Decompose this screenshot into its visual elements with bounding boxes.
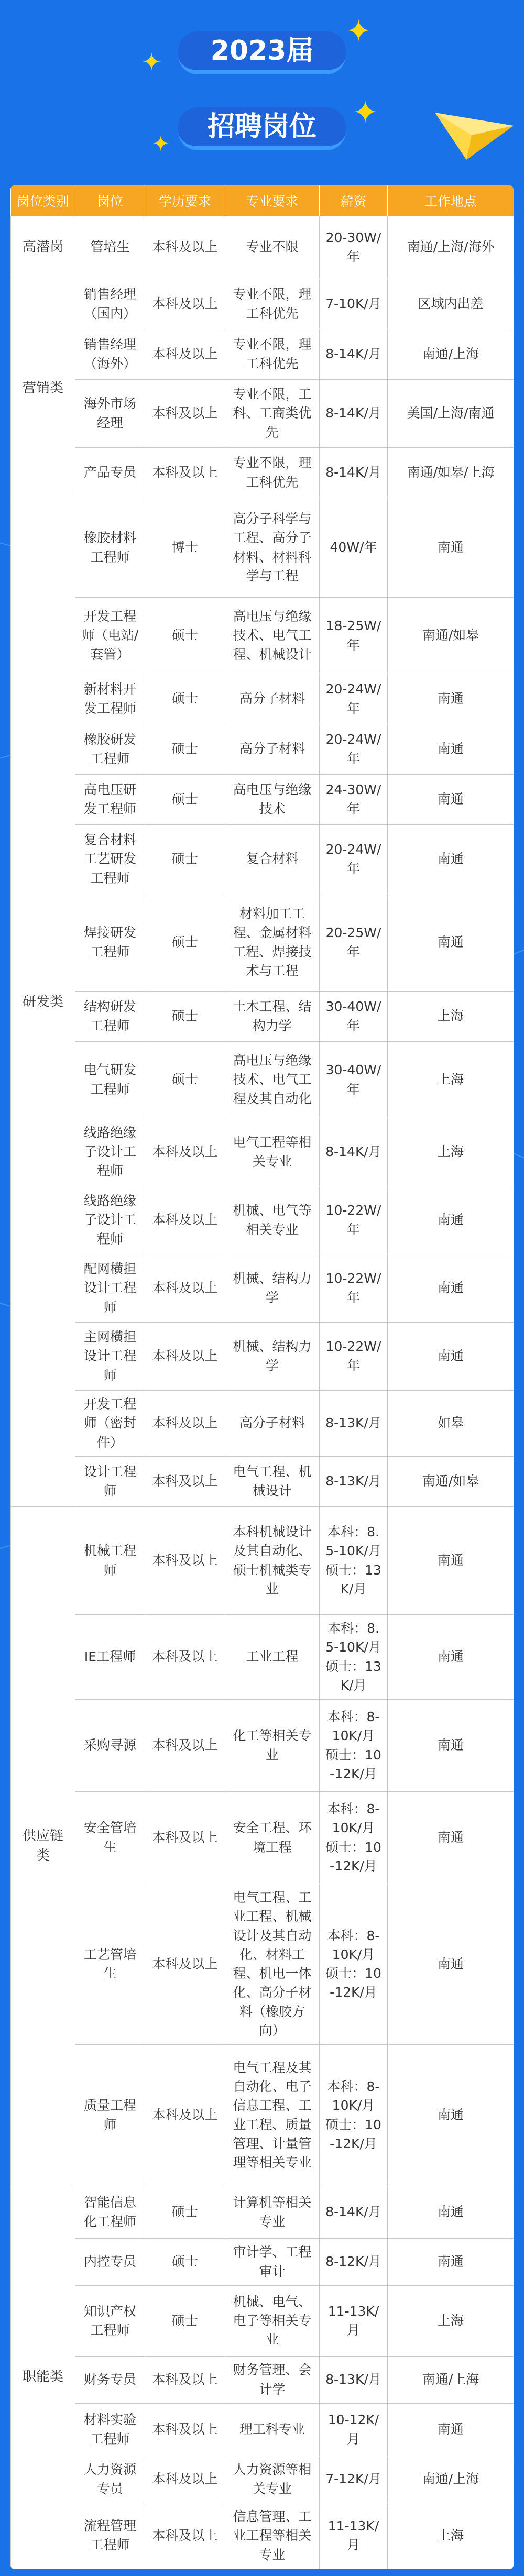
position-cell: 复合材料工艺研发工程师 — [75, 825, 145, 894]
position-cell: 开发工程师（电站/套管） — [75, 598, 145, 674]
location-cell: 南通/上海/海外 — [388, 216, 514, 279]
education-cell: 本科及以上 — [145, 279, 225, 329]
position-cell: 销售经理（国内） — [75, 279, 145, 329]
salary-cell: 10-22W/年 — [320, 1254, 388, 1323]
category-cell: 营销类 — [11, 279, 75, 498]
education-cell: 硕士 — [145, 992, 225, 1042]
salary-cell: 40W/年 — [320, 498, 388, 598]
major-cell: 机械、结构力学 — [225, 1254, 320, 1323]
major-cell: 化工等相关专业 — [225, 1700, 320, 1792]
major-cell: 土木工程、结构力学 — [225, 992, 320, 1042]
major-cell: 机械、电气、电子等相关专业 — [225, 2286, 320, 2357]
table-row — [11, 2404, 514, 2456]
education-cell: 本科及以上 — [145, 2503, 225, 2569]
major-cell: 机械、结构力学 — [225, 1323, 320, 1391]
table-row — [11, 448, 514, 498]
education-cell: 硕士 — [145, 825, 225, 894]
major-cell: 高分子材料 — [225, 674, 320, 724]
location-cell: 上海 — [388, 2503, 514, 2569]
salary-cell: 20-24W/年 — [320, 825, 388, 894]
table-body — [11, 216, 514, 2569]
position-cell: 电气研发工程师 — [75, 1042, 145, 1118]
salary-cell: 8-13K/月 — [320, 1391, 388, 1457]
education-cell: 硕士 — [145, 2186, 225, 2239]
position-cell: 人力资源专员 — [75, 2456, 145, 2503]
education-cell: 本科及以上 — [145, 1323, 225, 1391]
education-cell: 硕士 — [145, 598, 225, 674]
location-cell: 南通 — [388, 1884, 514, 2045]
salary-cell: 20-24W/年 — [320, 724, 388, 775]
salary-cell: 8-14K/月 — [320, 2186, 388, 2239]
salary-cell: 7-12K/月 — [320, 2456, 388, 2503]
location-cell: 上海 — [388, 1042, 514, 1118]
salary-cell: 8-14K/月 — [320, 380, 388, 448]
table-row — [11, 1254, 514, 1323]
position-cell: 主网横担设计工程师 — [75, 1323, 145, 1391]
major-cell: 本科机械设计及其自动化、硕士机械类专业 — [225, 1507, 320, 1615]
table-row — [11, 894, 514, 992]
location-cell: 南通 — [388, 1323, 514, 1391]
table-row — [11, 724, 514, 775]
table-row — [11, 2503, 514, 2569]
major-cell: 复合材料 — [225, 825, 320, 894]
education-cell: 硕士 — [145, 775, 225, 825]
category-cell: 研发类 — [11, 498, 75, 1507]
position-cell: 机械工程师 — [75, 1507, 145, 1615]
salary-cell: 11-13K/月 — [320, 2286, 388, 2357]
sparkle-icon: ✦ — [141, 48, 162, 76]
column-header: 学历要求 — [145, 185, 225, 216]
location-cell: 南通 — [388, 1254, 514, 1323]
recruitment-table — [10, 185, 514, 2569]
location-cell: 上海 — [388, 1118, 514, 1186]
salary-cell: 24-30W/年 — [320, 775, 388, 825]
major-cell: 专业不限，理工科优先 — [225, 279, 320, 329]
education-cell: 本科及以上 — [145, 2404, 225, 2456]
major-cell: 信息管理、工业工程等相关专业 — [225, 2503, 320, 2569]
education-cell: 硕士 — [145, 894, 225, 992]
major-cell: 审计学、工程审计 — [225, 2239, 320, 2286]
sparkle-icon: ✦ — [346, 13, 372, 49]
salary-cell: 8-13K/月 — [320, 1457, 388, 1507]
education-cell: 本科及以上 — [145, 2045, 225, 2186]
table-row — [11, 1700, 514, 1792]
column-header: 岗位类别 — [11, 185, 75, 216]
major-cell: 高分子材料 — [225, 724, 320, 775]
page-title: 招聘岗位 — [178, 107, 346, 150]
table-row — [11, 2286, 514, 2357]
education-cell: 硕士 — [145, 674, 225, 724]
salary-cell: 20-24W/年 — [320, 674, 388, 724]
table-row — [11, 1615, 514, 1700]
salary-cell: 本科：8.5-10K/月 硕士：13K/月 — [320, 1507, 388, 1615]
table-row — [11, 775, 514, 825]
major-cell: 机械、电气等相关专业 — [225, 1186, 320, 1254]
major-cell: 高分子科学与工程、高分子材料、材料科学与工程 — [225, 498, 320, 598]
category-cell: 供应链类 — [11, 1507, 75, 2186]
location-cell: 南通 — [388, 1615, 514, 1700]
location-cell: 美国/上海/南通 — [388, 380, 514, 448]
location-cell: 南通 — [388, 825, 514, 894]
location-cell: 上海 — [388, 2286, 514, 2357]
table-row — [11, 992, 514, 1042]
major-cell: 专业不限，理工科优先 — [225, 448, 320, 498]
major-cell: 安全工程、环境工程 — [225, 1792, 320, 1884]
location-cell: 南通 — [388, 674, 514, 724]
position-cell: 新材料开发工程师 — [75, 674, 145, 724]
column-header: 专业要求 — [225, 185, 320, 216]
major-cell: 电气工程及其自动化、电子信息工程、工业工程、质量管理、计量管理等相关专业 — [225, 2045, 320, 2186]
table-row — [11, 1507, 514, 1615]
salary-cell: 本科：8-10K/月 硕士：10-12K/月 — [320, 1700, 388, 1792]
table-row — [11, 1792, 514, 1884]
salary-cell: 本科：8-10K/月 硕士：10-12K/月 — [320, 1792, 388, 1884]
table-row — [11, 598, 514, 674]
location-cell: 南通/如皋 — [388, 598, 514, 674]
education-cell: 本科及以上 — [145, 1391, 225, 1457]
table-row — [11, 2357, 514, 2404]
education-cell: 硕士 — [145, 2286, 225, 2357]
position-cell: 产品专员 — [75, 448, 145, 498]
table-row — [11, 1391, 514, 1457]
category-cell: 职能类 — [11, 2186, 75, 2569]
position-cell: 销售经理（海外） — [75, 329, 145, 380]
position-cell: 开发工程师（密封件） — [75, 1391, 145, 1457]
column-header: 薪资 — [320, 185, 388, 216]
education-cell: 本科及以上 — [145, 1792, 225, 1884]
major-cell: 财务管理、会计学 — [225, 2357, 320, 2404]
table-row — [11, 674, 514, 724]
position-cell: 设计工程师 — [75, 1457, 145, 1507]
location-cell: 南通 — [388, 2045, 514, 2186]
education-cell: 博士 — [145, 498, 225, 598]
position-cell: IE工程师 — [75, 1615, 145, 1700]
table-row — [11, 1323, 514, 1391]
table-row — [11, 1884, 514, 2045]
position-cell: 焊接研发工程师 — [75, 894, 145, 992]
major-cell: 人力资源等相关专业 — [225, 2456, 320, 2503]
salary-cell: 本科：8-10K/月 硕士：10-12K/月 — [320, 2045, 388, 2186]
salary-cell: 本科：8-10K/月 硕士：10-12K/月 — [320, 1884, 388, 2045]
location-cell: 区域内出差 — [388, 279, 514, 329]
salary-cell: 10-22W/年 — [320, 1323, 388, 1391]
column-header: 工作地点 — [388, 185, 514, 216]
sparkle-icon: ✦ — [352, 94, 379, 131]
education-cell: 本科及以上 — [145, 1615, 225, 1700]
table-row — [11, 329, 514, 380]
salary-cell: 10-12K/月 — [320, 2404, 388, 2456]
education-cell: 本科及以上 — [145, 2357, 225, 2404]
major-cell: 计算机等相关专业 — [225, 2186, 320, 2239]
position-cell: 橡胶研发工程师 — [75, 724, 145, 775]
paper-plane-icon — [435, 110, 514, 164]
major-cell: 电气工程等相关专业 — [225, 1118, 320, 1186]
major-cell: 高电压与绝缘技术、电气工程及其自动化 — [225, 1042, 320, 1118]
salary-cell: 8-14K/月 — [320, 329, 388, 380]
location-cell: 上海 — [388, 992, 514, 1042]
position-cell: 质量工程师 — [75, 2045, 145, 2186]
education-cell: 本科及以上 — [145, 1254, 225, 1323]
major-cell: 高分子材料 — [225, 1391, 320, 1457]
education-cell: 本科及以上 — [145, 1186, 225, 1254]
position-cell: 橡胶材料工程师 — [75, 498, 145, 598]
education-cell: 本科及以上 — [145, 1700, 225, 1792]
education-cell: 本科及以上 — [145, 1457, 225, 1507]
table-row — [11, 2456, 514, 2503]
salary-cell: 8-14K/月 — [320, 1118, 388, 1186]
location-cell: 南通 — [388, 2404, 514, 2456]
position-cell: 安全管培生 — [75, 1792, 145, 1884]
table-row — [11, 1186, 514, 1254]
major-cell: 专业不限 — [225, 216, 320, 279]
education-cell: 本科及以上 — [145, 216, 225, 279]
table-row — [11, 1118, 514, 1186]
salary-cell: 11-13K/月 — [320, 2503, 388, 2569]
category-cell: 高潜岗 — [11, 216, 75, 279]
salary-cell: 本科：8.5-10K/月 硕士：13K/月 — [320, 1615, 388, 1700]
table-header-row — [11, 185, 514, 216]
education-cell: 硕士 — [145, 2239, 225, 2286]
location-cell: 如皋 — [388, 1391, 514, 1457]
position-cell: 工艺管培生 — [75, 1884, 145, 2045]
major-cell: 工业工程 — [225, 1615, 320, 1700]
major-cell: 高电压与绝缘技术、电气工程、机械设计 — [225, 598, 320, 674]
position-cell: 结构研发工程师 — [75, 992, 145, 1042]
position-cell: 财务专员 — [75, 2357, 145, 2404]
position-cell: 智能信息化工程师 — [75, 2186, 145, 2239]
education-cell: 本科及以上 — [145, 329, 225, 380]
location-cell: 南通/上海 — [388, 2357, 514, 2404]
education-cell: 硕士 — [145, 1042, 225, 1118]
position-cell: 海外市场经理 — [75, 380, 145, 448]
major-cell: 专业不限，理工科优先 — [225, 329, 320, 380]
position-cell: 采购寻源 — [75, 1700, 145, 1792]
salary-cell: 30-40W/年 — [320, 1042, 388, 1118]
position-cell: 知识产权工程师 — [75, 2286, 145, 2357]
salary-cell: 8-13K/月 — [320, 2357, 388, 2404]
location-cell: 南通 — [388, 894, 514, 992]
location-cell: 南通/如皋 — [388, 1457, 514, 1507]
position-cell: 线路绝缘子设计工程师 — [75, 1186, 145, 1254]
location-cell: 南通 — [388, 775, 514, 825]
education-cell: 本科及以上 — [145, 448, 225, 498]
table-row — [11, 380, 514, 448]
sparkle-icon: ✦ — [152, 132, 170, 156]
salary-cell: 8-14K/月 — [320, 448, 388, 498]
location-cell: 南通 — [388, 2239, 514, 2286]
salary-cell: 18-25W/年 — [320, 598, 388, 674]
table-row — [11, 279, 514, 329]
salary-cell: 30-40W/年 — [320, 992, 388, 1042]
location-cell: 南通 — [388, 2186, 514, 2239]
education-cell: 硕士 — [145, 724, 225, 775]
page-header — [0, 0, 524, 183]
position-cell: 管培生 — [75, 216, 145, 279]
salary-cell: 10-22W/年 — [320, 1186, 388, 1254]
table-row — [11, 2239, 514, 2286]
major-cell: 理工科专业 — [225, 2404, 320, 2456]
location-cell: 南通 — [388, 1700, 514, 1792]
table-row — [11, 2186, 514, 2239]
major-cell: 专业不限，工科、工商类优先 — [225, 380, 320, 448]
salary-cell: 7-10K/月 — [320, 279, 388, 329]
major-cell: 电气工程、机械设计 — [225, 1457, 320, 1507]
table-row — [11, 1457, 514, 1507]
position-cell: 流程管理工程师 — [75, 2503, 145, 2569]
year-title: 2023届 — [178, 31, 346, 74]
location-cell: 南通 — [388, 1792, 514, 1884]
education-cell: 本科及以上 — [145, 2456, 225, 2503]
table-row — [11, 216, 514, 279]
position-cell: 高电压研发工程师 — [75, 775, 145, 825]
table-row — [11, 498, 514, 598]
column-header: 岗位 — [75, 185, 145, 216]
major-cell: 电气工程、工业工程、机械设计及其自动化、材料工程、机电一体化、高分子材料（橡胶方向） — [225, 1884, 320, 2045]
salary-cell: 8-12K/月 — [320, 2239, 388, 2286]
major-cell: 材料加工工程、金属材料工程、焊接技术与工程 — [225, 894, 320, 992]
position-cell: 配网横担设计工程师 — [75, 1254, 145, 1323]
table-row — [11, 2045, 514, 2186]
position-cell: 材料实验工程师 — [75, 2404, 145, 2456]
salary-cell: 20-30W/年 — [320, 216, 388, 279]
location-cell: 南通/上海 — [388, 2456, 514, 2503]
education-cell: 本科及以上 — [145, 1507, 225, 1615]
location-cell: 南通 — [388, 724, 514, 775]
education-cell: 本科及以上 — [145, 1884, 225, 2045]
education-cell: 本科及以上 — [145, 1118, 225, 1186]
location-cell: 南通/上海 — [388, 329, 514, 380]
table-row — [11, 825, 514, 894]
location-cell: 南通/如皋/上海 — [388, 448, 514, 498]
position-cell: 内控专员 — [75, 2239, 145, 2286]
table-row — [11, 1042, 514, 1118]
location-cell: 南通 — [388, 1186, 514, 1254]
location-cell: 南通 — [388, 498, 514, 598]
education-cell: 本科及以上 — [145, 380, 225, 448]
position-cell: 线路绝缘子设计工程师 — [75, 1118, 145, 1186]
location-cell: 南通 — [388, 1507, 514, 1615]
major-cell: 高电压与绝缘技术 — [225, 775, 320, 825]
salary-cell: 20-25W/年 — [320, 894, 388, 992]
